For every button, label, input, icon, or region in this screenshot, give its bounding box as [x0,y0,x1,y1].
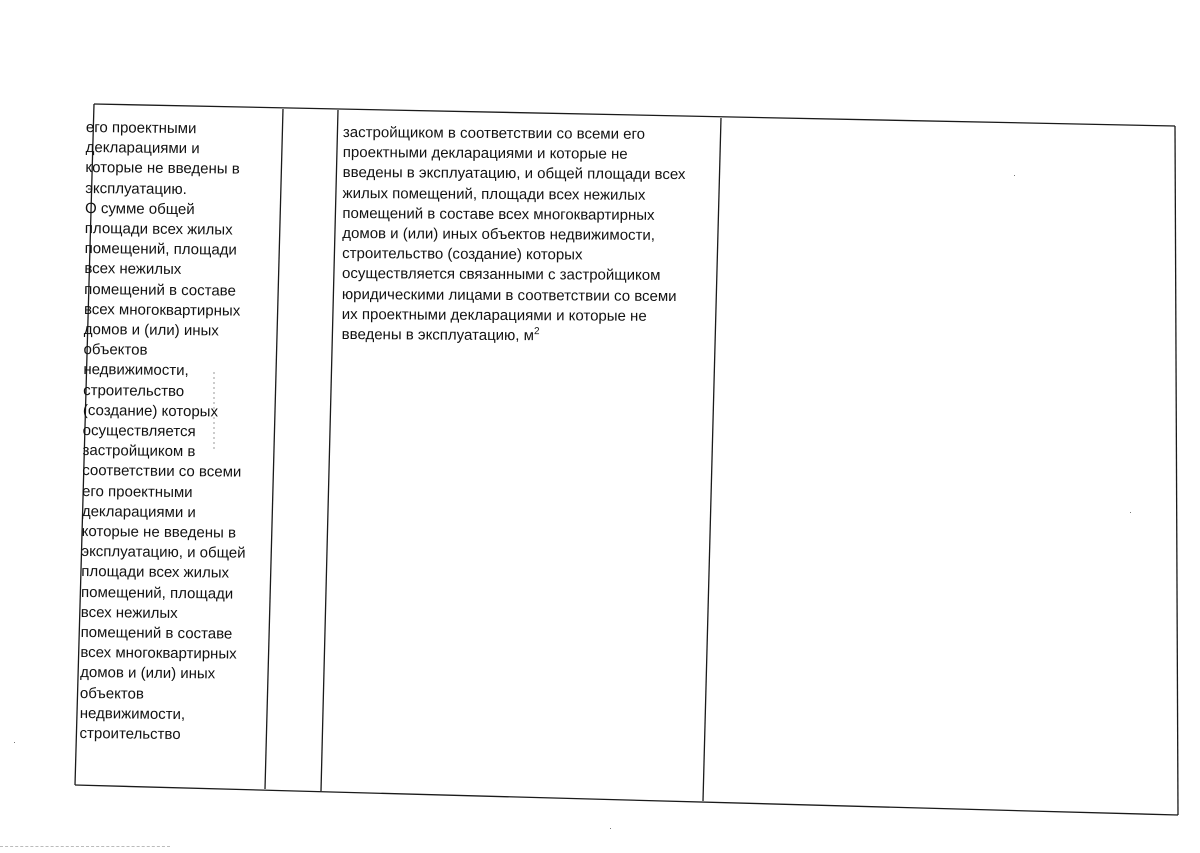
col3-text-line: помещений в составе всех многоквартирных [342,204,655,224]
scan-speck [1014,175,1015,176]
table-cell-col3-text [342,123,686,347]
col1-text-line: эксплуатацию. [85,179,187,198]
col1-text-line: соответствии со всеми [82,462,242,482]
col3-text-line: юридическими лицами в соответствии со всеми [341,285,677,305]
column-divider-3 [703,118,721,801]
table-border-top [94,104,1175,126]
scan-speck [1130,512,1131,513]
col3-text-line: застройщиком в соответствии со всеми его [342,123,646,143]
col1-text-line: помещений в составе [84,280,236,300]
col1-text-line: всех нежилых [84,260,182,279]
col3-last-line-text: введены в эксплуатацию, м [341,326,535,345]
col1-text-line: его проектными [85,118,197,138]
col1-text-line: О сумме общей [84,199,195,218]
col1-text-line: площади всех жилых [84,220,233,239]
col3-text-line: введены в эксплуатацию, и общей площади всех [342,164,686,184]
col1-text-line: объектов [83,341,148,359]
col1-text-line: площади всех жилых [81,563,230,582]
scan-speck [610,828,611,829]
col3-text-line: осуществляется связанными с застройщиком [342,265,661,285]
column-divider-1 [265,109,283,789]
col1-text-line: всех многоквартирных [80,644,237,663]
col1-text-line: недвижимости, [83,361,189,380]
table-cell-col1-text [79,118,250,746]
col1-text-line: строительство [79,725,181,744]
col1-text-line: его проектными [82,482,193,501]
col1-text-line: строительство [83,381,185,400]
table-border-right [1175,126,1178,815]
col1-text-line: помещений, площади [84,240,237,259]
col3-text-line: строительство (создание) которых [342,245,583,264]
unit-superscript: 2 [533,326,540,338]
col3-text-line: домов и (или) иных объектов недвижимости, [342,225,656,244]
col3-text-line: их проектными декларациями и которые не [341,305,647,325]
col1-text-line: помещений в составе [80,624,233,643]
col1-text-line: всех нежилых [80,603,178,622]
col1-text-line: декларациями и [81,502,196,522]
scan-edge-noise [0,846,170,847]
col1-text-line: домов и (или) иных [80,664,216,683]
col1-text-line: осуществляется [82,422,196,441]
col1-text-line: всех многоквартирных [83,300,241,320]
col3-text-line: проектными декларациями и которые не [342,144,628,163]
col1-text-line: декларациями и [85,139,200,158]
col1-text-line: которые не введены в [85,159,240,179]
col1-text-line: (создание) которых [82,401,219,421]
column-divider-2 [321,110,338,791]
table-border-bottom [75,785,1178,815]
col1-text-line: помещений, площади [80,583,234,603]
col3-last-line [342,325,685,347]
col1-text-line: застройщиком в [82,442,196,461]
scan-speck [14,742,15,743]
col1-text-line: которые не введены в [81,523,237,542]
col1-text-line: объектов [79,684,144,703]
col1-text-line: домов и (или) иных [83,321,219,340]
col3-text-line: жилых помещений, площади всех нежилых [342,184,646,204]
col1-text-line: эксплуатацию, и общей [81,543,246,562]
col1-text-line: недвижимости, [79,704,186,723]
